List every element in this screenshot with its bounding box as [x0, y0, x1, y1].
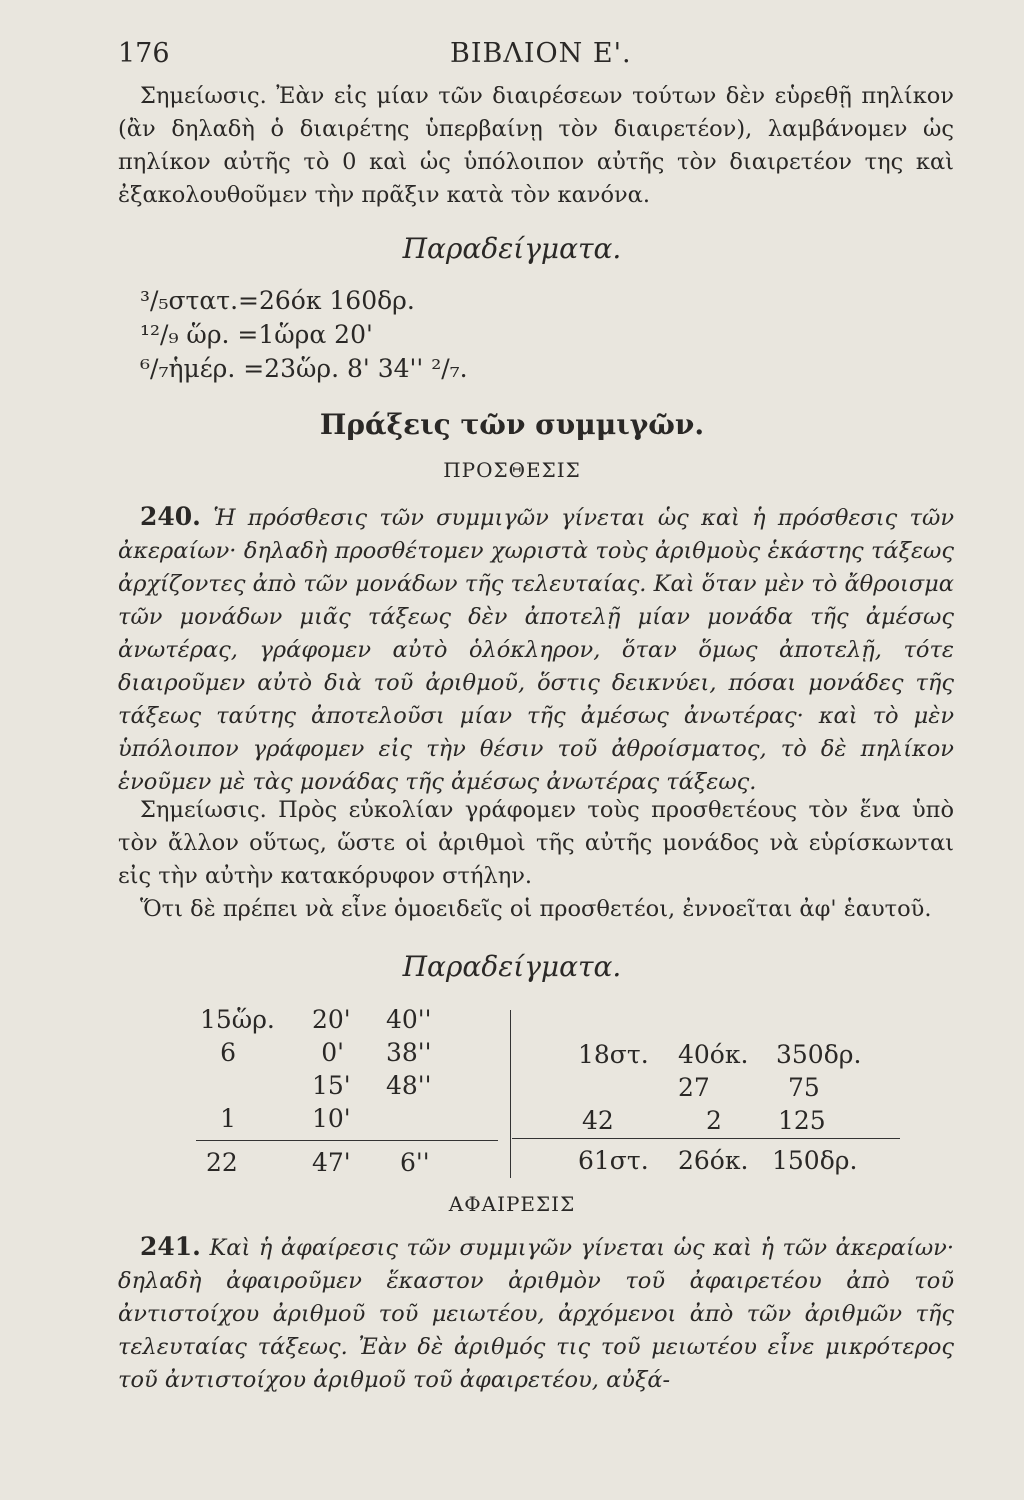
right-row2-c3: 75 — [788, 1073, 820, 1102]
section-240-number: 240. — [140, 502, 201, 531]
example-line-3: ⁶/₇ἡμέρ. =23ὥρ. 8' 34'' ²/₇. — [140, 354, 468, 383]
right-sum-rule — [512, 1138, 900, 1139]
addition-heading: ΠΡΟΣΘΕΣΙΣ — [443, 458, 581, 482]
left-row2-c3: 38'' — [386, 1038, 432, 1067]
right-row1-c1: 18στ. — [578, 1040, 649, 1069]
subtraction-heading: ΑΦΑΙΡΕΣΙΣ — [448, 1192, 576, 1216]
left-row2-c1: 6 — [220, 1038, 236, 1067]
examples-divider — [510, 1010, 511, 1178]
example-line-1: ³/₅στατ.=26όκ 160δρ. — [140, 286, 415, 315]
examples-heading-1: Παραδείγματα. — [402, 232, 622, 265]
section-240-text: Ἡ πρόσθεσις τῶν συμμιγῶν γίνεται ὡς καὶ ἡ πρόσθεσις τῶν ἀκεραίων· δηλαδὴ προσθέτομεν χωριστὰ τοὺς ἀριθμοὺς ἑκάστης τάξεως ἀρχίζοντες ἀπὸ τῶν μονάδων τῆς τελευταίας. Καὶ ὅταν μὲν τὸ ἄθροισμα τῶν μονάδων μιᾶς τάξεως δὲν ἀποτελῇ μίαν μονάδα τῆς ἀμέσως ἀνωτέρας, γράφομεν αὐτὸ ὁλόκληρον, ὅταν ὅμως ἀποτελῇ, τότε διαιροῦμεν αὐτὸ διὰ τοῦ ἀριθμοῦ, ὅστις δεικνύει, πόσαι μονάδες τῆς τάξεως ταύτης ἀποτελοῦσι μίαν τῆς ἀμέσως ἀνωτέρας· καὶ τὸ μὲν ὑπόλοιπον γράφομεν εἰς τὴν θέσιν τοῦ ἀθροίσματος, τὸ δὲ πηλίκον ἑνοῦμεν μὲ τὰς μονάδας τῆς ἀμέσως ἀνωτέρας τάξεως. — [118, 505, 954, 795]
example-line-2: ¹²/₉ ὥρ. =1ὥρα 20' — [140, 320, 373, 349]
note-paragraph-2: Σημείωσις. Πρὸς εὐκολίαν γράφομεν τοὺς προσθετέους τὸν ἕνα ὑπὸ τὸν ἄλλον οὕτως, ὥστε οἱ ἀριθμοὶ τῆς αὐτῆς μονάδος νὰ εὑρίσκωνται εἰς τὴν αὐτὴν κατακόρυφον στήλην. — [118, 797, 954, 889]
right-row3-c3: 125 — [778, 1106, 826, 1135]
page-number: 176 — [118, 38, 170, 69]
left-total-c2: 47' — [312, 1148, 351, 1177]
right-row2-c2: 27 — [678, 1073, 710, 1102]
left-row1-c1: 15ὥρ. — [200, 1005, 275, 1034]
right-row1-c3: 350δρ. — [776, 1040, 862, 1069]
section-241-number: 241. — [140, 1232, 201, 1261]
section-241-paragraph — [118, 1230, 954, 1397]
left-row4-c1: 1 — [220, 1104, 236, 1133]
right-row3-c1: 42 — [582, 1106, 614, 1135]
left-sum-rule — [196, 1140, 498, 1141]
left-total-c3: 6'' — [400, 1148, 430, 1177]
operations-heading: Πράξεις τῶν συμμιγῶν. — [319, 408, 705, 441]
left-row3-c3: 48'' — [386, 1071, 432, 1100]
left-row1-c3: 40'' — [386, 1005, 432, 1034]
running-head: ΒΙΒΛΙΟΝ Ε'. — [450, 38, 632, 69]
left-row2-c2: 0' — [321, 1038, 344, 1067]
note-paragraph-1: Σημείωσις. Ἐὰν εἰς μίαν τῶν διαιρέσεων τούτων δὲν εὑρεθῇ πηλίκον (ἂν δηλαδὴ ὁ διαιρέτης ὑπερβαίνῃ τὸν διαιρετέον), λαμβάνομεν ὡς πηλίκον αὐτῆς τὸ 0 καὶ ὡς ὑπόλοιπον αὐτῆς τὸν διαιρετέον της καὶ ἐξακολουθοῦμεν τὴν πρᾶξιν κατὰ τὸν κανόνα. — [118, 83, 954, 208]
examples-heading-2: Παραδείγματα. — [402, 950, 622, 983]
right-total-c3: 150δρ. — [772, 1146, 858, 1175]
left-row4-c2: 10' — [312, 1104, 351, 1133]
section-241-text: Καὶ ἡ ἀφαίρεσις τῶν συμμιγῶν γίνεται ὡς καὶ ἡ τῶν ἀκεραίων· δηλαδὴ ἀφαιροῦμεν ἕκαστον ἀριθμὸν τοῦ ἀφαιρετέου ἀπὸ τοῦ ἀντιστοίχου ἀριθμοῦ τοῦ μειωτέου, ἀρχόμενοι ἀπὸ τῶν ἀριθμῶν τῆς τελευταίας τάξεως. Ἐὰν δὲ ἀριθμός τις τοῦ μειωτέου εἶνε μικρότερος τοῦ ἀντιστοίχου ἀριθμοῦ τοῦ ἀφαιρετέου, αὐξά- — [118, 1235, 954, 1393]
right-total-c2: 26όκ. — [678, 1146, 749, 1175]
section-240-paragraph — [118, 500, 954, 799]
page-header — [118, 38, 958, 78]
left-row1-c2: 20' — [312, 1005, 351, 1034]
note-paragraph-3: Ὅτι δὲ πρέπει νὰ εἶνε ὁμοειδεῖς οἱ προσθετέοι, ἐννοεῖται ἀφ' ἑαυτοῦ. — [140, 896, 932, 922]
left-total-c1: 22 — [206, 1148, 238, 1177]
left-row3-c2: 15' — [312, 1071, 351, 1100]
right-row3-c2: 2 — [706, 1106, 722, 1135]
right-row1-c2: 40όκ. — [678, 1040, 749, 1069]
right-total-c1: 61στ. — [578, 1146, 649, 1175]
